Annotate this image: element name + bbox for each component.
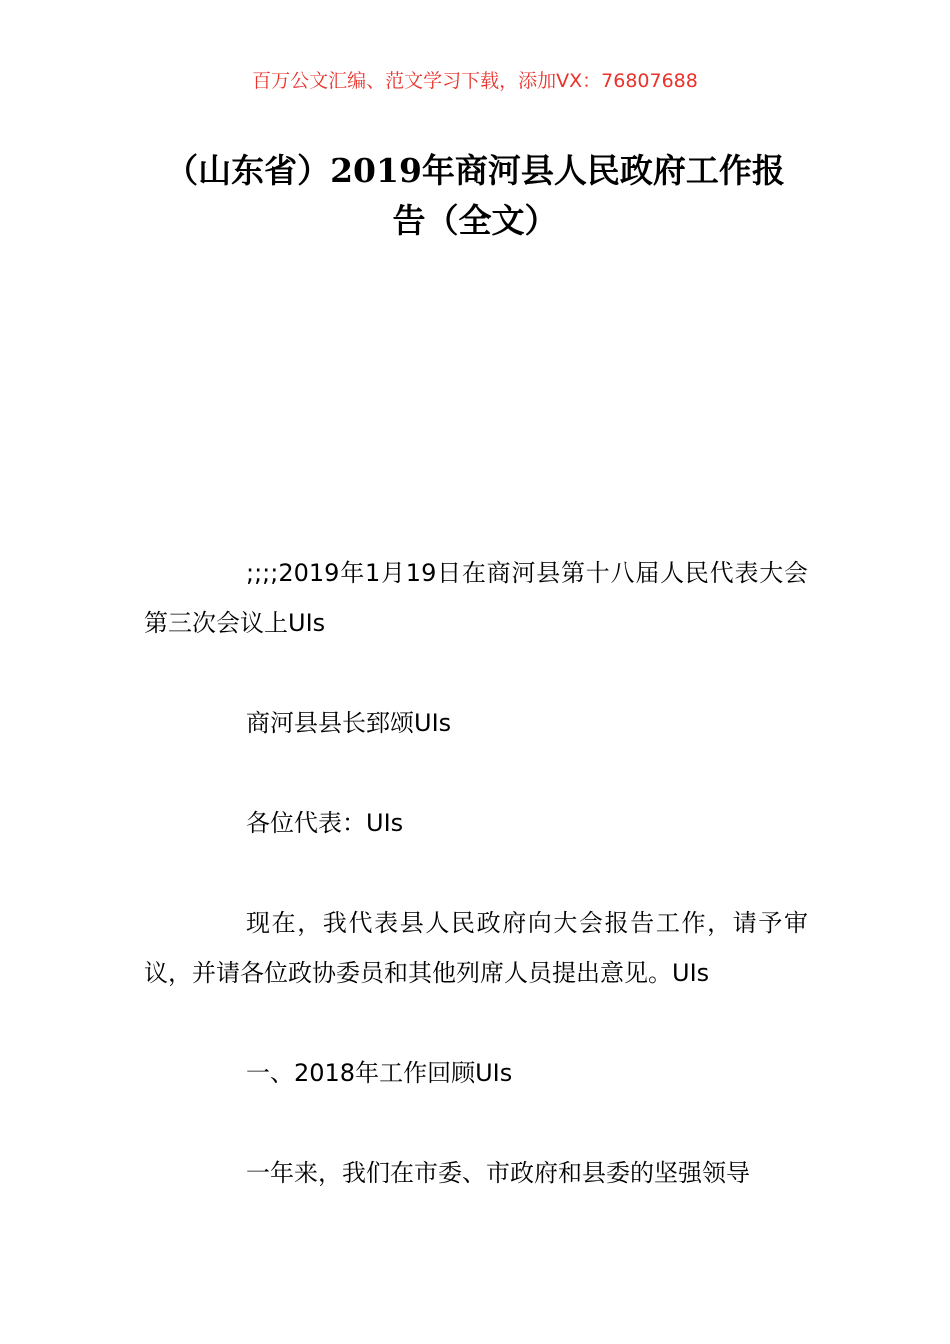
document-title [140, 146, 810, 246]
document-body [144, 548, 808, 1248]
title-line-1: （山东省）2019年商河县人民政府工作报 [165, 151, 785, 190]
paragraph-intro: 现在，我代表县人民政府向大会报告工作，请予审议，并请各位政协委员和其他列席人员提出意见。UIs [144, 909, 808, 987]
paragraph-session-info: ;;;;2019年1月19日在商河县第十八届人民代表大会第三次会议上UIs [144, 559, 808, 637]
title-line-2: 告（全文） [392, 201, 558, 240]
paragraph-review-start: 一年来，我们在市委、市政府和县委的坚强领导 [246, 1159, 750, 1187]
paragraph-salutation: 各位代表：UIs [246, 809, 404, 837]
header-note: 百万公文汇编、范文学习下载，添加VX：76807688 [252, 70, 698, 92]
section-heading-review: 一、2018年工作回顾UIs [246, 1059, 513, 1087]
paragraph-author: 商河县县长郅颂UIs [246, 709, 452, 737]
